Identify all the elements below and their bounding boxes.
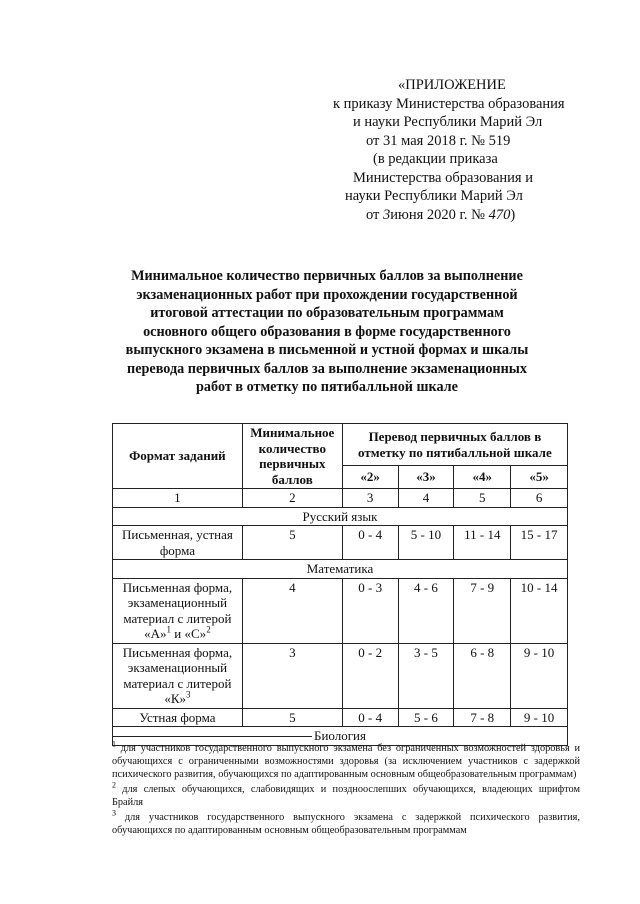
footnote-text: для участников государственного выпускного экзамена без ограниченных возможностей здоровья и обучающихся с ограниченными возможностями здоровья (за исключением участников с задержкой психического развития, обучающихся по адаптированным основным общеобразовательным программам): [112, 743, 580, 780]
footnote-ref: 1: [166, 624, 172, 635]
format-cell: Устная форма: [113, 708, 243, 727]
table-row: [113, 578, 568, 643]
section-title: Русский язык: [113, 507, 568, 526]
grade-4-cell: 7 - 8: [454, 708, 511, 727]
grade-4-cell: 6 - 8: [454, 643, 511, 708]
col-number: 4: [398, 489, 454, 508]
document-title: Минимальное количество первичных баллов за выполнение экзаменационных работ при прохождении государственной итоговой аттестации по образовательным программам основного общего образования в форме государственного выпускного экзамена в письменной и устной формах и шкалы перевода первичных баллов за выполнение экзаменационных работ в отметку по пятибалльной шкале: [125, 268, 529, 395]
footnote-ref: 3: [186, 689, 191, 700]
header-grade-5: «5»: [511, 466, 568, 489]
footnote-mark: 1: [112, 739, 116, 749]
min-score-cell: 3: [242, 643, 342, 708]
col-number: 2: [242, 489, 342, 508]
grade-3-cell: 4 - 6: [398, 578, 454, 643]
header-line-date: от 31 мая 2018 г. № 519: [366, 132, 511, 149]
grade-2-cell: 0 - 2: [342, 643, 398, 708]
footnote-2: [112, 780, 581, 809]
header-grade-2: «2»: [342, 466, 398, 489]
grade-3-cell: 3 - 5: [398, 643, 454, 708]
header-min-score: Минимальное количество первичных баллов: [242, 424, 342, 489]
format-cell: [113, 643, 243, 708]
col-number: 1: [113, 489, 243, 508]
grade-5-cell: 9 - 10: [511, 643, 568, 708]
grade-5-cell: 9 - 10: [511, 708, 568, 727]
handwritten-day: 3: [383, 206, 391, 223]
footnote-ref: 2: [206, 624, 211, 635]
grade-4-cell: 7 - 9: [454, 578, 511, 643]
col-number: 5: [454, 489, 511, 508]
footnote-3: [112, 808, 580, 837]
grade-3-cell: 5 - 6: [398, 708, 454, 727]
format-text: Письменная форма, экзаменационный материал с литерой «К»: [122, 644, 233, 706]
min-score-cell: 5: [242, 526, 342, 560]
table-row: [113, 643, 568, 708]
footnotes: [112, 739, 581, 839]
section-title: Математика: [113, 560, 568, 579]
format-text: Письменная форма, экзаменационный материал с литерой «А»: [122, 579, 233, 641]
handwritten-number: 470: [488, 206, 511, 223]
header-line-edition-republic: науки Республики Марий Эл: [345, 188, 523, 204]
header-line-ministry: и науки Республики Марий Эл: [353, 114, 543, 130]
grade-5-cell: 10 - 14: [511, 578, 568, 643]
date-suffix: ): [510, 206, 516, 223]
grade-5-cell: 15 - 17: [511, 526, 568, 560]
section-title: Биология: [113, 727, 568, 746]
grade-2-cell: 0 - 3: [342, 578, 398, 643]
header-line-edition-ministry: Министерства образования и: [353, 169, 533, 186]
format-cell: [113, 578, 243, 643]
table-row: [113, 526, 568, 560]
date-prefix: от: [366, 206, 380, 223]
footnote-1: [112, 739, 580, 781]
min-score-cell: 4: [242, 578, 342, 643]
footnote-mark: 2: [112, 780, 116, 790]
date-middle: июня 2020 г. №: [390, 206, 485, 223]
grade-2-cell: 0 - 4: [342, 526, 398, 560]
grade-3-cell: 5 - 10: [398, 526, 454, 560]
header-grade-4: «4»: [454, 466, 511, 489]
table-row: [113, 708, 568, 727]
section-row-math: [113, 560, 568, 579]
document-header: [318, 76, 618, 224]
min-score-cell: 5: [242, 708, 342, 727]
grade-2-cell: 0 - 4: [342, 708, 398, 727]
header-transfer: Перевод первичных баллов в отметку по пятибалльной шкале: [342, 424, 567, 466]
header-line-order: к приказу Министерства образования: [333, 95, 565, 112]
scores-table: [112, 423, 568, 746]
col-number: 3: [342, 489, 398, 508]
col-number: 6: [511, 489, 568, 508]
format-text-b: и «С»: [171, 626, 207, 641]
header-line-appendix: «ПРИЛОЖЕНИЕ: [398, 77, 506, 93]
grade-4-cell: 11 - 14: [454, 526, 511, 560]
footnote-text: для участников государственного выпускного экзамена с задержкой психического развития, обучающихся по адаптированным основным общеобразовательным программам: [112, 812, 580, 836]
footnote-mark: 3: [112, 808, 116, 818]
footnote-separator: [112, 736, 312, 737]
format-cell: Письменная, устная форма: [113, 526, 243, 560]
header-grade-3: «3»: [398, 466, 454, 489]
footnote-text: для слепых обучающихся, слабовидящих и поздноослепших обучающихся, владеющих шрифтом Брайля: [112, 784, 581, 808]
header-line-edition-date: [318, 206, 618, 225]
header-format: Формат заданий: [113, 424, 243, 489]
section-row-russian: [113, 507, 568, 526]
header-line-edition: (в редакции приказа: [373, 151, 498, 167]
numbering-row: [113, 489, 568, 508]
